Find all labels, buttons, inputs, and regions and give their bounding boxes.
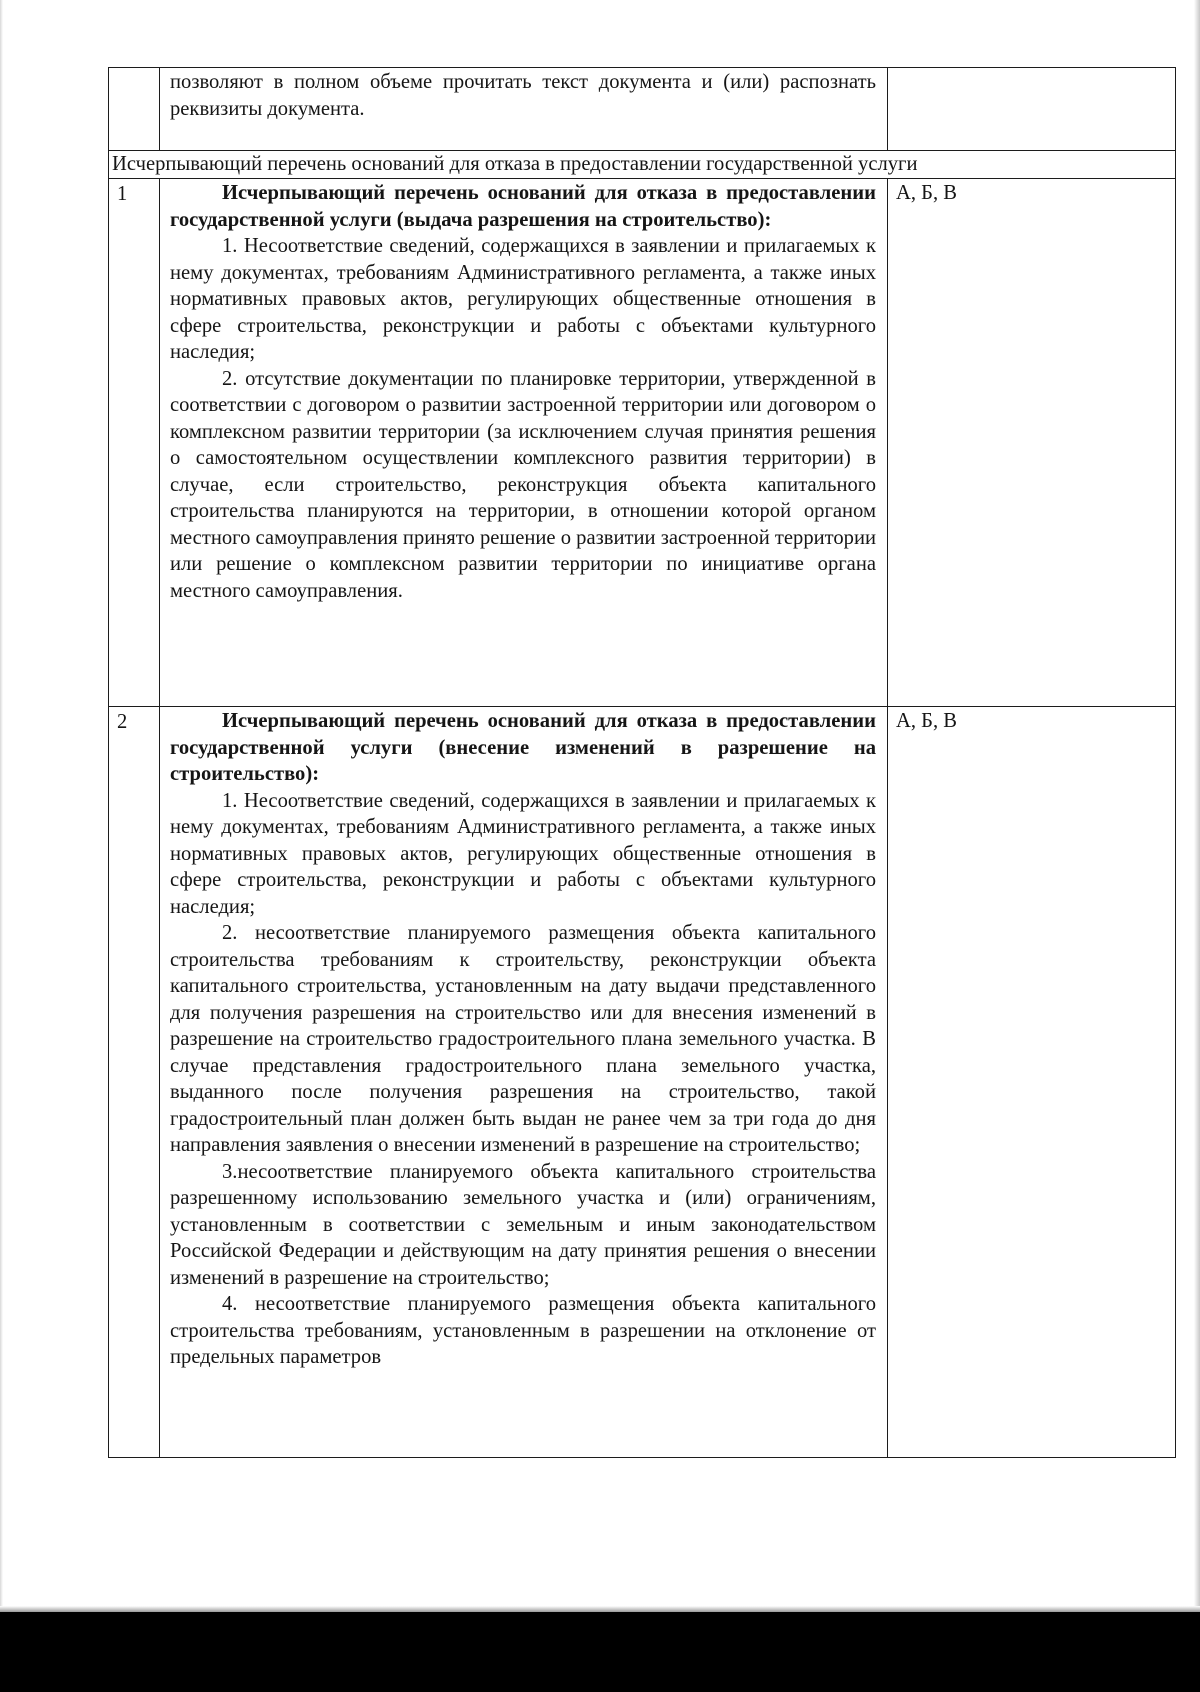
row-number-cell bbox=[109, 68, 160, 151]
row-paragraph: 1. Несоответствие сведений, содержащихся в заявлении и прилагаемых к нему документах, требованиям Административного регламента, а также иных нормативных правовых актов, регулирующих общественные отношения в сфере строительства, реконструкции и работы с объектами культурного наследия; bbox=[170, 235, 876, 363]
row-number: 2 bbox=[109, 707, 160, 1458]
grounds-table bbox=[108, 67, 1176, 1458]
row-paragraph: 2. несоответствие планируемого размещения объекта капитального строительства требованиям к строительству, реконструкции объекта капитального строительства, установленным на дату выдачи представленного для получения разрешения на строительство или для внесения изменений в разрешение на строительство градостроительного плана земельного участка. В случае представления градостроительного плана земельного участка, выданного после получения разрешения на строительство, такой градостроительный план должен быть выдан не ранее чем за три года до дня направления заявления о внесении изменений в разрешение на строительство; bbox=[170, 922, 876, 1156]
continuation-text: позволяют в полном объеме прочитать текст документа и (или) распознать реквизиты документа. bbox=[170, 71, 876, 120]
row-paragraph: 1. Несоответствие сведений, содержащихся в заявлении и прилагаемых к нему документах, требованиям Административного регламента, а также иных нормативных правовых актов, регулирующих общественные отношения в сфере строительства, реконструкции и работы с объектами культурного наследия; bbox=[170, 789, 876, 918]
table-row-continuation bbox=[109, 68, 1176, 151]
table-row bbox=[109, 179, 1176, 707]
row-applicability-cell bbox=[888, 68, 1176, 151]
row-heading: Исчерпывающий перечень оснований для отказа в предоставлении государственной услуги (выдача разрешения на строительство): bbox=[170, 182, 876, 231]
row-text-cell bbox=[160, 179, 888, 707]
row-applicability: А, Б, В bbox=[888, 179, 1176, 707]
row-number: 1 bbox=[109, 179, 160, 707]
table-row bbox=[109, 707, 1176, 1458]
row-text-cell bbox=[160, 707, 888, 1458]
scan-edge-right bbox=[1194, 0, 1200, 1610]
row-paragraph: 4. несоответствие планируемого размещения объекта капитального строительства требованиям, установленным в разрешении на отклонение от предельных параметров bbox=[170, 1293, 876, 1368]
row-applicability: А, Б, В bbox=[888, 707, 1176, 1458]
row-paragraph: 2. отсутствие документации по планировке территории, утвержденной в соответствии с договором о развитии застроенной территории или договором о комплексном развитии территории (за исключением случая принятия решения о самостоятельном осуществлении комплексного развития территории) в случае, если строительство, реконструкция объекта капитального строительства планируются на территории, в отношении которой органом местного самоуправления принято решение о развитии застроенной территории или решение о комплексном развитии территории по инициативе органа местного самоуправления. bbox=[170, 367, 876, 602]
row-text-cell bbox=[160, 68, 888, 151]
section-header-row bbox=[109, 151, 1176, 179]
scan-edge-left bbox=[0, 0, 3, 1610]
section-header: Исчерпывающий перечень оснований для отказа в предоставлении государственной услуги bbox=[109, 151, 1176, 179]
row-heading: Исчерпывающий перечень оснований для отказа в предоставлении государственной услуги (внесение изменений в разрешение на строительство): bbox=[170, 710, 876, 785]
row-paragraph: 3.несоответствие планируемого объекта капитального строительства разрешенному использованию земельного участка и (или) ограничениям, установленным в соответствии с земельным и иным законодательством Российской Федерации и действующим на дату принятия решения о внесении изменений в разрешение на строительство; bbox=[170, 1160, 876, 1289]
scan-bottom-band bbox=[0, 1612, 1200, 1692]
